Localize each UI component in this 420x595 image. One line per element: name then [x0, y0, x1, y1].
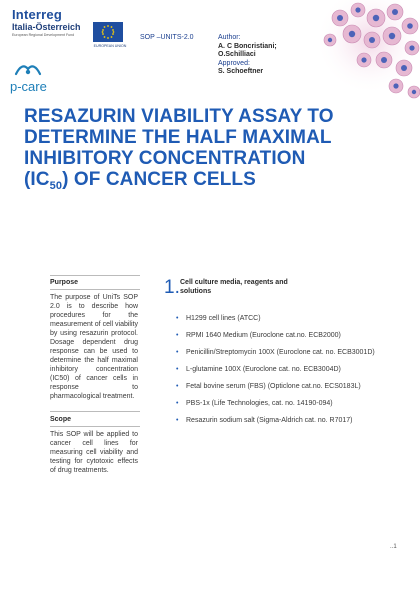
- list-item: • Resazurin sodium salt (Sigma-Aldrich cat. no. R7017): [174, 416, 392, 425]
- eu-caption: EUROPEAN UNION: [93, 44, 127, 48]
- purpose-heading: Purpose: [50, 279, 79, 286]
- list-item: • H1299 cell lines (ATCC): [174, 314, 392, 323]
- interreg-brand: Interreg: [12, 7, 63, 22]
- sop-id: SOP –UNITS-2.0: [140, 34, 194, 41]
- purpose-text: The purpose of UniTs SOP 2.0 is to describe how procedures for the measurement of cell viability by using resazurin protocol. Dosage dependent drug response can be used to determine the half maximal inhibitory concentration (IC50) of cancer cells in response to pharmacological treatment.: [50, 294, 138, 400]
- purpose-divider: [50, 289, 140, 290]
- approved-label: Approved:: [218, 59, 250, 67]
- author-block: [218, 34, 298, 77]
- title-subscript: 50: [49, 180, 63, 192]
- document-title: [24, 106, 354, 197]
- pcare-logo: [10, 60, 56, 94]
- scope-text: This SOP will be applied to cancer cell lines for measuring cell viability and testing for cytotoxic effects of drug treatments.: [50, 431, 138, 474]
- reagent-list: [174, 314, 392, 433]
- eu-flag-icon: [93, 22, 123, 42]
- author-label: Author:: [218, 34, 241, 41]
- author-value: A. C Boncristiani; O.Schilliaci: [218, 42, 277, 58]
- pcare-hands-icon: [14, 60, 42, 78]
- pcare-label: p-care: [10, 79, 47, 94]
- list-item: • Fetal bovine serum (FBS) (Opticlone cat.no. ECS0183L): [174, 382, 392, 391]
- scope-divider-top: [50, 411, 140, 412]
- page-number: ..1: [390, 544, 397, 550]
- scope-divider: [50, 426, 140, 427]
- interreg-logo: [12, 8, 92, 38]
- divider-top: [50, 275, 140, 276]
- interreg-fund: European Regional Development Fund: [12, 33, 75, 37]
- list-item: • PBS-1x (Life Technologies, cat. no. 14190-094): [174, 399, 392, 408]
- section-title: Cell culture media, reagents and solutions: [180, 279, 288, 295]
- title-main: RESAZURIN VIABILITY ASSAY TO DETERMINE THE HALF MAXIMAL INHIBITORY CONCENTRATION (IC: [24, 106, 334, 190]
- list-item: • L-glutamine 100X (Euroclone cat. no. ECB3004D): [174, 365, 392, 374]
- title-tail: ) OF CANCER CELLS: [62, 169, 256, 190]
- section-number: 1.: [164, 277, 180, 298]
- cells-micrograph-image: [300, 0, 420, 120]
- list-item: • RPMI 1640 Medium (Euroclone cat.no. ECB2000): [174, 331, 392, 340]
- scope-heading: Scope: [50, 416, 72, 423]
- approved-value: S. Schoeftner: [218, 68, 264, 75]
- interreg-region: Italia-Österreich: [12, 22, 81, 32]
- list-item: • Penicillin/Streptomycin 100X (Euroclone cat. no. ECB3001D): [174, 348, 392, 357]
